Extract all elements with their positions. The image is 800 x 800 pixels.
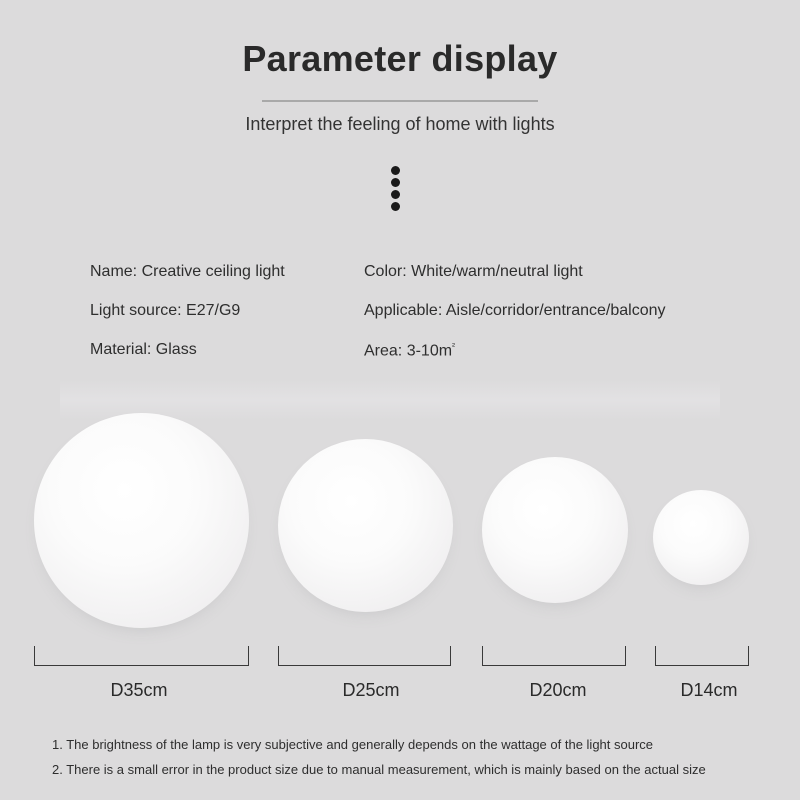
- dots-icon: [390, 166, 402, 212]
- size-label-d35: D35cm: [110, 680, 168, 700]
- spec-area-value: Area: 3-10m: [364, 342, 453, 360]
- dimension-bracket-d25: [278, 646, 451, 666]
- size-label-d25: D25cm: [342, 680, 400, 700]
- globe-d20: [482, 457, 628, 603]
- spec-applicable: Applicable: Aisle/corridor/entrance/balcony: [364, 302, 666, 319]
- spec-name: Name: Creative ceiling light: [90, 263, 285, 280]
- globe-d14: [653, 490, 749, 585]
- spec-color: Color: White/warm/neutral light: [364, 263, 583, 280]
- page-title: Parameter display: [242, 38, 558, 79]
- page-subtitle: Interpret the feeling of home with lights: [245, 114, 555, 134]
- dimension-bracket-d14: [655, 646, 749, 666]
- note-item: 2. There is a small error in the product size due to manual measurement, which is mainly based on the actual size: [52, 762, 706, 777]
- globe-d25: [278, 439, 453, 612]
- spec-material: Material: Glass: [90, 341, 197, 358]
- size-label-d14: D14cm: [680, 680, 738, 700]
- dimension-bracket-d35: [34, 646, 249, 666]
- spec-area: [364, 341, 455, 360]
- size-label-d20: D20cm: [529, 680, 587, 700]
- note-item: 1. The brightness of the lamp is very subjective and generally depends on the wattage of the light source: [52, 737, 654, 752]
- spec-light-source: Light source: E27/G9: [90, 302, 241, 319]
- title-divider: [262, 100, 538, 102]
- spec-area-unit: ²: [452, 341, 456, 351]
- dimension-bracket-d20: [482, 646, 626, 666]
- globe-d35: [34, 413, 249, 628]
